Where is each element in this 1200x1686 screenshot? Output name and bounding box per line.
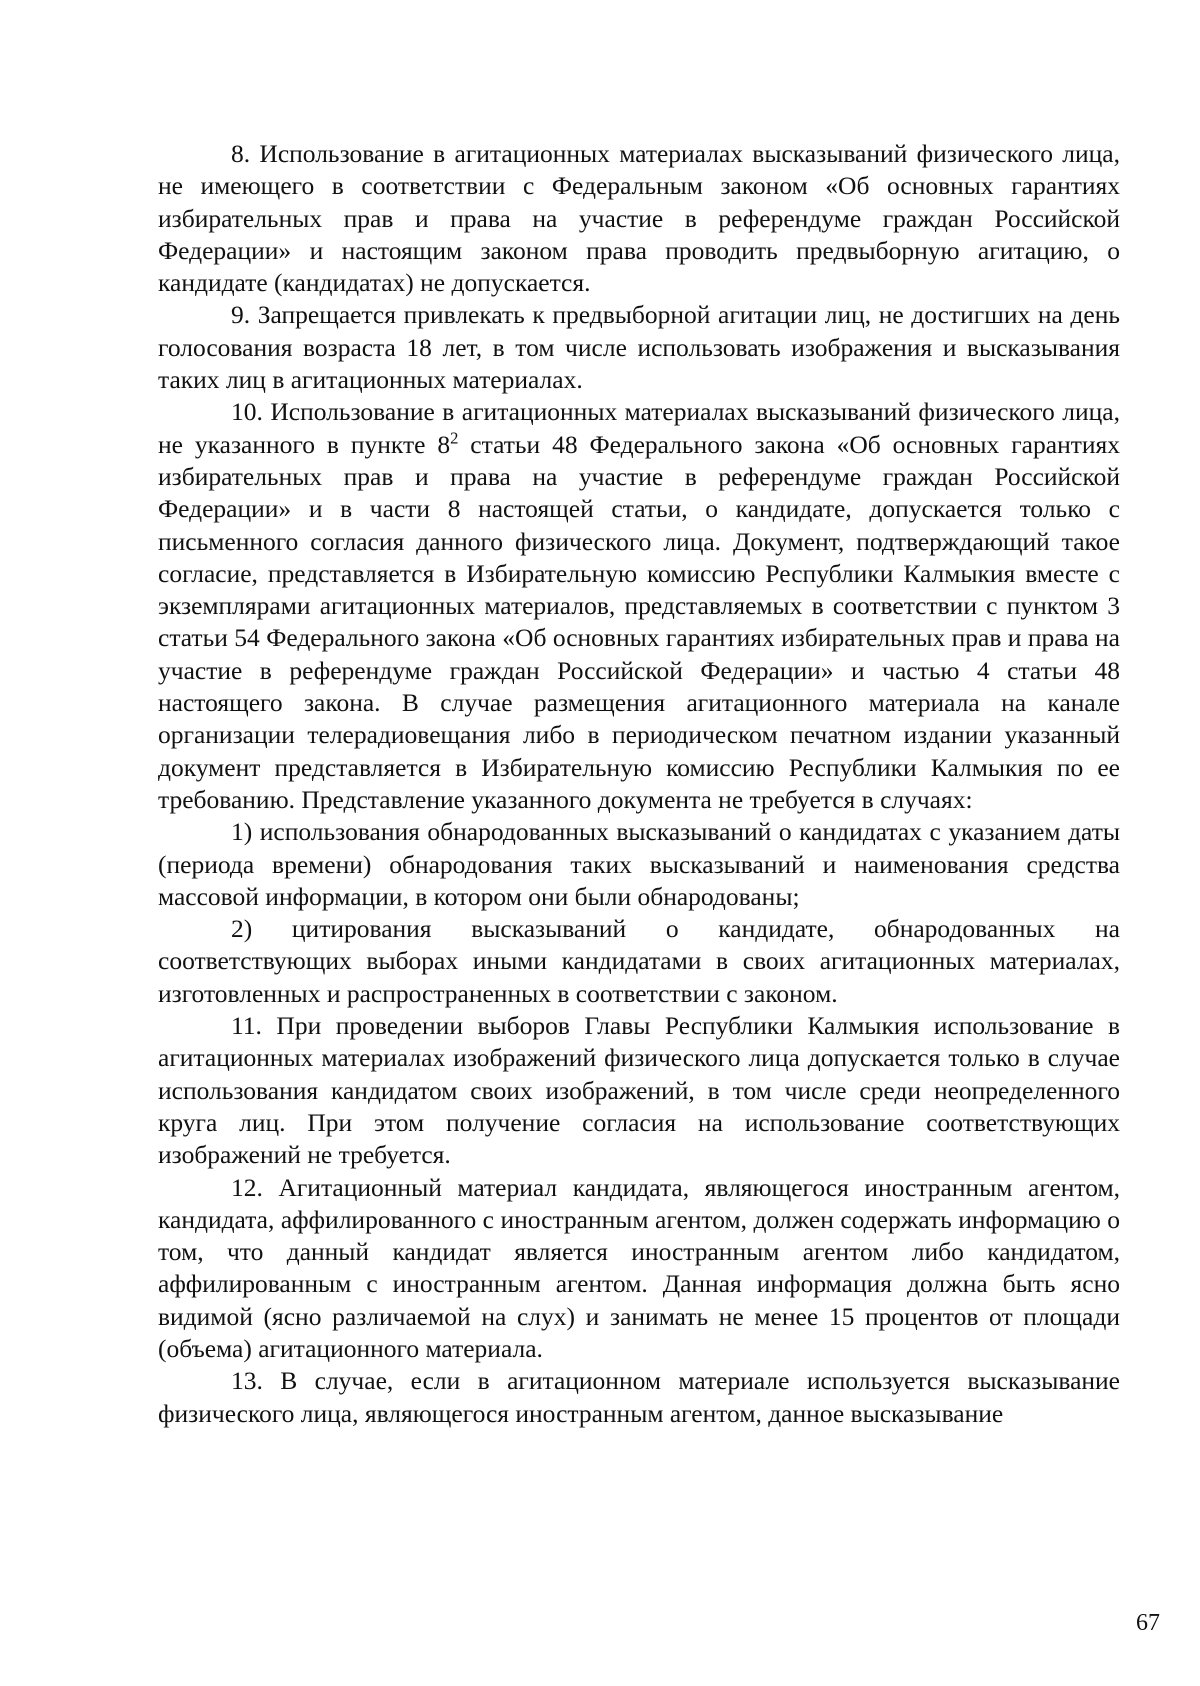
paragraph-11: 11. При проведении выборов Главы Республики Калмыкия использование в агитационных материалах изображений физического лица допускается только в случае использования кандидатом своих изображений, в том числе среди неопределенного круга лиц. При этом получение согласия на использование соответствующих изображений не требуется. <box>158 1011 1120 1170</box>
subitem-2: 2) цитирования высказываний о кандидате, обнародованных на соответствующих выборах иными кандидатами в своих агитационных материалах, изготовленных и распространенных в соответствии с законом. <box>158 914 1120 1008</box>
paragraph-10 <box>158 396 1120 816</box>
paragraph-10-text-rest: статьи 48 Федерального закона «Об основных гарантиях избирательных прав и права на участие в референдуме граждан Российской Федерации» и в части 8 настоящей статьи, о кандидате, допускается только с письменного согласия данного физического лица. Документ, подтверждающий такое согласие, представляется в Избирательную комиссию Республики Калмыкия вместе с экземплярами агитационных материалов, представляемых в соответствии с пунктом 3 статьи 54 Федерального закона «Об основных гарантиях избирательных прав и права на участие в референдуме граждан Российской Федерации» и частью 4 статьи 48 настоящего закона. В случае размещения агитационного материала на канале организации телерадиовещания либо в периодическом печатном издании указанный документ представляется в Избирательную комиссию Республики Калмыкия по ее требованию. Представление указанного документа не требуется в случаях: <box>158 429 1120 814</box>
subitem-1: 1) использования обнародованных высказываний о кандидатах с указанием даты (периода времени) обнародования таких высказываний и наименования средства массовой информации, в котором они были обнародованы; <box>158 817 1120 911</box>
paragraph-13: 13. В случае, если в агитационном материале используется высказывание физического лица, являющегося иностранным агентом, данное высказывание <box>158 1366 1120 1428</box>
superscript-2: 2 <box>450 428 459 448</box>
document-body <box>158 138 1120 1430</box>
page-number: 67 <box>1136 1610 1160 1636</box>
paragraph-9: 9. Запрещается привлекать к предвыборной агитации лиц, не достигших на день голосования возраста 18 лет, в том числе использовать изображения и высказывания таких лиц в агитационных материалах. <box>158 300 1120 395</box>
paragraph-10-text-start: 10. Использование в агитационных материалах высказываний физического лица, не указанного в пункте 8 <box>158 397 1120 459</box>
paragraph-8: 8. Использование в агитационных материалах высказываний физического лица, не имеющего в соответствии с Федеральным законом «Об основных гарантиях избирательных прав и права на участие в референдуме граждан Российской Федерации» и настоящим законом права проводить предвыборную агитацию, о кандидате (кандидатах) не допускается. <box>158 139 1120 298</box>
paragraph-12: 12. Агитационный материал кандидата, являющегося иностранным агентом, кандидата, аффилированного с иностранным агентом, должен содержать информацию о том, что данный кандидат является иностранным агентом либо кандидатом, аффилированным с иностранным агентом. Данная информация должна быть ясно видимой (ясно различаемой на слух) и занимать не менее 15 процентов от площади (объема) агитационного материала. <box>158 1172 1120 1363</box>
